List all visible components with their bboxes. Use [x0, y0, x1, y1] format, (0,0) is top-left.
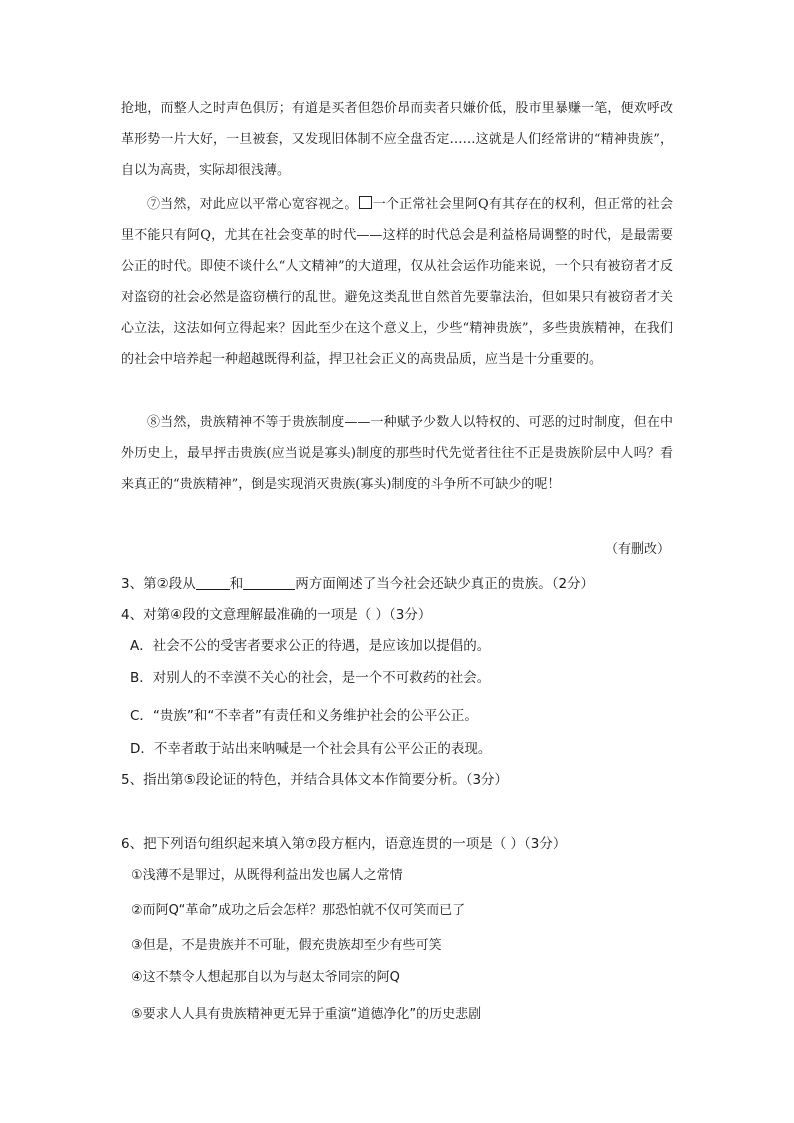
- question-4-option-d: D．不幸者敢于站出来呐喊是一个社会具有公平公正的表现。: [130, 741, 492, 757]
- fill-blank-2[interactable]: [243, 575, 295, 590]
- question-6-sentence-3: ③但是，不是贵族并不可耻，假充贵族却至少有些可笑: [131, 938, 442, 953]
- question-6-stem: 6、把下列语句组织起来填入第⑦段方框内，语意连贯的一项是（ ）（3分）: [121, 836, 567, 852]
- passage-paragraph-8: ⑧当然，贵族精神不等于贵族制度——一种赋予少数人以特权的、可恶的过时制度，但在中外历史上，最早抨击贵族(应当说是寡头)制度的那些时代先觉者往往不正是贵族阶层中人吗？看来真正的“贵族精神”，倒是实现消灭贵族(寡头)制度的斗争所不可缺少的呢！: [121, 415, 673, 492]
- question-3-prefix: 3、第②段从: [121, 576, 196, 592]
- question-4-option-c: C．“贵族”和“不幸者”有责任和义务维护社会的公平公正。: [130, 708, 478, 724]
- paragraph-7-lead: ⑦当然，对此应以平常心宽容视之。: [147, 197, 358, 212]
- fill-blank-1[interactable]: [196, 575, 230, 590]
- question-6-sentence-1: ①浅薄不是罪过，从既得利益出发也属人之常情: [131, 868, 403, 883]
- answer-box: [359, 196, 372, 209]
- question-5-stem: 5、指出第⑤段论证的特色，并结合具体文本作简要分析。（3分）: [121, 772, 509, 788]
- question-6-sentence-2: ②而阿Q“革命”成功之后会怎样？那恐怕就不仅可笑而已了: [131, 903, 466, 918]
- question-4-option-a: A．社会不公的受害者要求公正的待遇，是应该加以提倡的。: [130, 638, 491, 654]
- edit-note: （有删改）: [604, 542, 670, 557]
- question-3-middle: 和: [229, 576, 244, 592]
- question-3: [121, 572, 594, 592]
- question-4-stem: 4、对第④段的文意理解最准确的一项是（ ）（3分）: [121, 607, 432, 623]
- question-6-sentence-4: ④这不禁令人想起那自以为与赵太爷同宗的阿Q: [131, 970, 400, 985]
- question-4-option-b: B．对别人的不幸漠不关心的社会，是一个不可救药的社会。: [130, 670, 491, 686]
- question-6-sentence-5: ⑤要求人人具有贵族精神更无异于重演“道德净化”的历史悲剧: [131, 1007, 482, 1022]
- passage-paragraph-7: [121, 189, 673, 375]
- paragraph-7-body: 一个正常社会里阿Q有其存在的权利，但正常的社会里不能只有阿Q，尤其在社会变革的时代——这样的时代总会是利益格局调整的时代，是最需要公正的时代。即使不谈什么“人文精神”的大道理，仅从社会运作功能来说，一个只有被窃者才反对盗窃的社会必然是盗窃横行的乱世。避免这类乱世自然首先要靠法治，但如果只有被窃者才关心立法，这法如何立得起来？因此至少在这个意义上，少些“精神贵族”，多些贵族精神，在我们的社会中培养起一种超越既得利益，捍卫社会正义的高贵品质，应当是十分重要的。: [121, 197, 673, 367]
- passage-paragraph-continued: 抢地，而整人之时声色俱厉；有道是买者但怨价昂而卖者只嫌价低，股市里暴赚一笔，便欢呼改革形势一片大好，一旦被套，又发现旧体制不应全盘否定……这就是人们经常讲的“精神贵族”，自以为高贵，实际却很浅薄。: [121, 101, 673, 178]
- question-3-suffix: 两方面阐述了当今社会还缺少真正的贵族。（2分）: [295, 576, 595, 592]
